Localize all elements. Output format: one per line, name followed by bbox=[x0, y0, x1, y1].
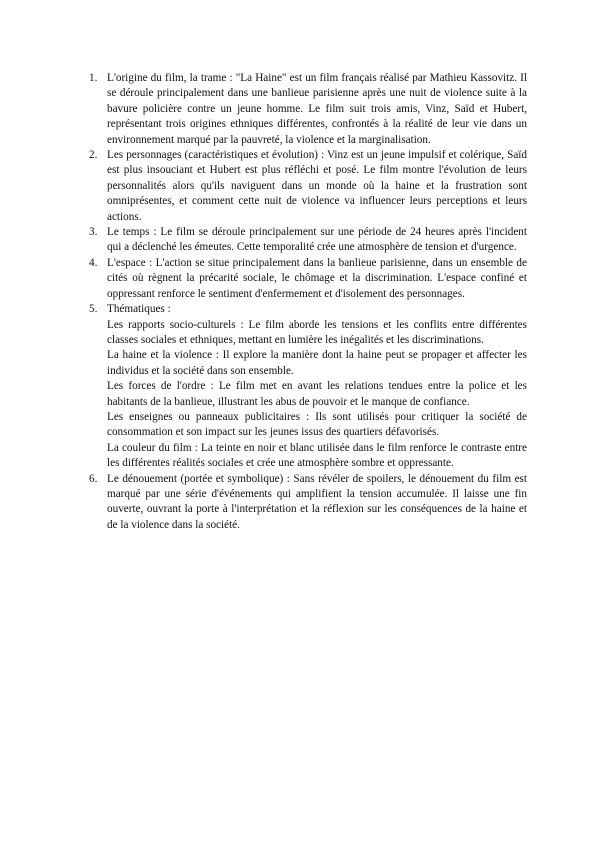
list-item-thematiques bbox=[89, 302, 527, 471]
list-number: 3. bbox=[89, 226, 98, 239]
list-item-temps bbox=[89, 225, 527, 256]
section-heading: Thématiques : bbox=[107, 303, 171, 316]
list-item-text: L'espace : L'action se situe principalement dans la banlieue parisienne, dans un ensemble de cités où règnent la précarité sociale, le chômage et la discrimination. L'espace confiné et oppressant renforce le sentiment d'enfermement et d'isolement des personnages. bbox=[107, 256, 527, 300]
list-item-text: L'origine du film, la trame : "La Haine" est un film français réalisé par Mathieu Kassovitz. Il se déroule principalement dans une banlieue parisienne après une nuit de violence suite à la bavure policière contre un jeune homme. Le film suit trois amis, Vinz, Saïd et Hubert, représentant trois origines ethniques différentes, confrontés à la réalité de leur vie dans un environnement marqué par la pauvreté, la violence et la marginalisation. bbox=[107, 72, 527, 146]
themes-list bbox=[107, 318, 527, 472]
list-item-espace bbox=[89, 256, 527, 302]
theme-forces-ordre: Les forces de l'ordre : Le film met en avant les relations tendues entre la police et les habitants de la banlieue, illustrant les abus de pouvoir et le manque de confiance. bbox=[107, 380, 527, 408]
list-item-origine bbox=[89, 71, 527, 148]
list-number: 2. bbox=[89, 149, 98, 162]
theme-enseignes: Les enseignes ou panneaux publicitaires : Ils sont utilisés pour critiquer la société de consommation et son impact sur les jeunes issus des quartiers défavorisés. bbox=[107, 410, 527, 439]
theme-socio-culturels: Les rapports socio-culturels : Le film aborde les tensions et les conflits entre différentes classes sociales et ethniques, mettant en lumière les inégalités et les discriminations. bbox=[107, 318, 527, 346]
list-item-personnages bbox=[89, 148, 527, 225]
list-number: 5. bbox=[89, 303, 98, 316]
list-item-text: Le dénouement (portée et symbolique) : Sans révéler de spoilers, le dénouement du film est marqué par une série d'événements qui amplifient la tension accumulée. Il laisse une fin ouverte, ouvrant la porte à l'interprétation et la réflexion sur les conséquences de la haine et de la violence dans la société. bbox=[107, 472, 527, 531]
theme-couleur: La couleur du film : La teinte en noir et blanc utilisée dans le film renforce le contraste entre les différentes réalités sociales et crée une atmosphère sombre et oppressante. bbox=[107, 441, 527, 470]
list-item-text: Le temps : Le film se déroule principalement sur une période de 24 heures après l'incident qui a déclenché les émeutes. Cette temporalité crée une atmosphère de tension et d'urgence. bbox=[107, 226, 527, 254]
list-item-denouement bbox=[89, 472, 527, 534]
theme-haine-violence: La haine et la violence : Il explore la manière dont la haine peut se propager et affecter les individus et la société dans son ensemble. bbox=[107, 349, 527, 377]
list-number: 6. bbox=[89, 472, 98, 485]
list-item-text: Les personnages (caractéristiques et évolution) : Vinz est un jeune impulsif et colérique, Saïd est plus insouciant et Hubert est plus réfléchi et posé. Le film montre l'évolution de leurs personnalités alors qu'ils naviguent dans un monde où la haine et la frustration sont omniprésentes, et comment cette nuit de violence va influencer leurs perceptions et leurs actions. bbox=[107, 149, 527, 223]
document-page bbox=[89, 71, 527, 533]
numbered-list bbox=[89, 71, 527, 533]
list-number: 4. bbox=[89, 256, 98, 269]
list-number: 1. bbox=[89, 72, 98, 84]
